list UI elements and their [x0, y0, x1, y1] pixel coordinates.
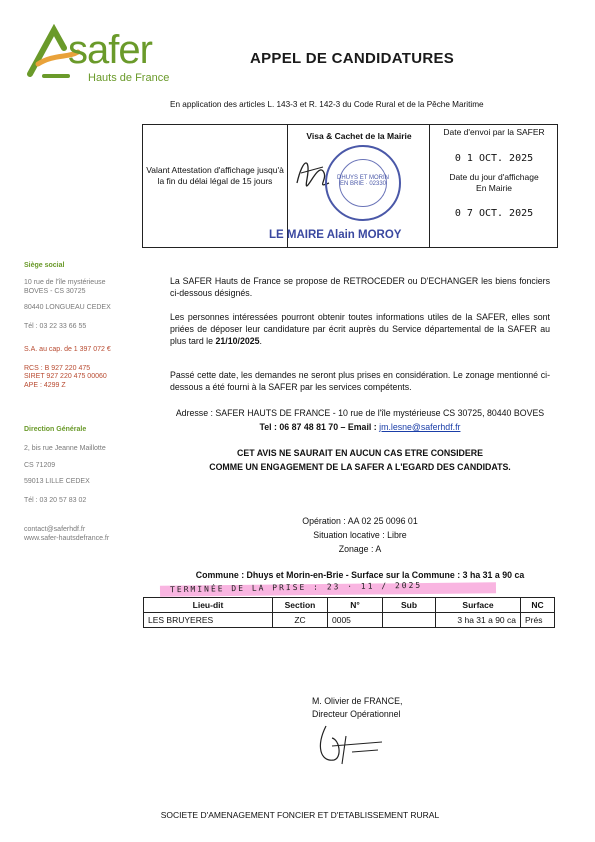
- stamp-text: DHUYS ET MORIN EN BRIE · 02330: [337, 175, 389, 187]
- dg-address-3: 59013 LILLE CEDEX: [24, 478, 90, 486]
- visa-title: Visa & Cachet de la Mairie: [306, 131, 412, 141]
- contact-line: Tel : 06 87 48 81 70 – Email : jm.lesne@saferhdf.fr: [259, 422, 461, 432]
- siege-address-2: BOVES - CS 30725: [24, 287, 86, 295]
- cell-surface: 3 ha 31 a 90 ca: [436, 613, 521, 628]
- siege-address-1: 10 rue de l'île mystérieuse: [24, 278, 106, 286]
- logo-region: Hauts de France: [88, 72, 170, 84]
- dates-column: [431, 125, 557, 219]
- warning-line-1: CET AVIS NE SAURAIT EN AUCUN CAS ETRE CONSIDERE: [236, 448, 483, 458]
- rcs-number: RCS : B 927 220 475: [24, 364, 91, 372]
- col-sub: Sub: [383, 598, 436, 613]
- zonage: Zonage : A: [338, 544, 382, 554]
- cell-nc: Prés: [521, 613, 555, 628]
- siret-number: SIRET 927 220 475 00060: [24, 373, 107, 381]
- legal-reference: En application des articles L. 143-3 et R. 142-3 du Code Rural et de la Pêche Maritime: [170, 100, 484, 109]
- footer-text: SOCIETE D'AMENAGEMENT FONCIER ET D'ETABLISSEMENT RURAL: [160, 810, 440, 820]
- dg-title: Direction Générale: [24, 426, 87, 433]
- col-nc: NC: [521, 598, 555, 613]
- envoi-label: Date d'envoi par la SAFER: [443, 127, 545, 137]
- website: www.safer-hautsdefrance.fr: [24, 534, 110, 542]
- dg-address-2: CS 71209: [24, 461, 56, 469]
- cell-sub: [383, 613, 436, 628]
- dg-phone: Tél : 03 20 57 83 02: [24, 497, 87, 504]
- siege-title: Siège social: [24, 262, 65, 269]
- safer-logo: [24, 24, 184, 94]
- candidature-paragraph: Les personnes intéressées pourront obtenir toutes informations utiles de la SAFER, elles sont priées de déposer leur candidature par écrit auprès du Service départemental de la SAFER au plus tard le 21/10/2025.: [170, 312, 550, 346]
- signatory-name: M. Olivier de FRANCE,: [312, 696, 403, 706]
- warning-line-2: COMME UN ENGAGEMENT DE LA SAFER A L'EGARD DES CANDIDATS.: [209, 462, 511, 472]
- col-lieu-dit: Lieu-dit: [144, 598, 273, 613]
- page-title: APPEL DE CANDIDATURES: [250, 50, 455, 67]
- siege-address-3: 80440 LONGUEAU CEDEX: [24, 304, 111, 312]
- siege-phone: Tél : 03 22 33 66 55: [24, 323, 87, 330]
- deadline-date: 21/10/2025: [215, 335, 260, 346]
- col-section: Section: [273, 598, 328, 613]
- envoi-date: 0 1 OCT. 2025: [454, 153, 534, 164]
- table-row: [144, 613, 555, 628]
- logo-wordmark: safer: [68, 28, 152, 72]
- affichage-date: 0 7 OCT. 2025: [454, 208, 534, 220]
- col-numero: N°: [328, 598, 383, 613]
- attestation-box: [142, 124, 558, 248]
- affichage-label: Date du jour d'affichage En Mairie: [449, 172, 539, 194]
- table-header-row: [144, 598, 555, 613]
- zonage-paragraph: Passé cette date, les demandes ne seront plus prises en considération. Le zonage mentionné ci-dessous a été fourni à la SAFER par les services compétents.: [170, 370, 550, 392]
- situation-locative: Situation locative : Libre: [313, 530, 407, 540]
- operation-ref: Opération : AA 02 25 0096 01: [302, 516, 418, 526]
- dg-address-1: 2, bis rue Jeanne Maillotte: [24, 444, 106, 452]
- mayor-stamp: LE MAIRE Alain MOROY: [269, 229, 402, 241]
- signatory-role: Directeur Opérationnel: [312, 709, 401, 719]
- col-surface: Surface: [436, 598, 521, 613]
- commune-line: Commune : Dhuys et Morin-en-Brie - Surface sur la Commune : 3 ha 31 a 90 ca: [195, 570, 525, 580]
- cell-numero: 0005: [328, 613, 383, 628]
- address-line: Adresse : SAFER HAUTS DE FRANCE - 10 rue de l'île mystérieuse CS 30725, 80440 BOVES: [175, 408, 545, 418]
- cell-lieu-dit: LES BRUYERES: [144, 613, 273, 628]
- town-hall-stamp: [325, 145, 401, 221]
- contact-email-link[interactable]: jm.lesne@saferhdf.fr: [379, 422, 461, 432]
- contact-email: contact@saferhdf.fr: [24, 525, 86, 533]
- director-signature-icon: [312, 716, 402, 768]
- cell-section: ZC: [273, 613, 328, 628]
- ape-code: APE : 4299 Z: [24, 382, 66, 389]
- handwritten-note: TERMINÉE DE LA PRISE : 23 · 11 / 2025: [169, 580, 423, 595]
- parcel-table: [143, 597, 555, 628]
- company-capital: S.A. au cap. de 1 397 072 €: [24, 345, 111, 353]
- intro-paragraph: La SAFER Hauts de France se propose de RETROCEDER ou D'ECHANGER les biens fonciers ci-dessous désignés.: [170, 276, 550, 298]
- attestation-text: Valant Attestation d'affichage jusqu'à la fin du délai légal de 15 jours: [146, 165, 284, 187]
